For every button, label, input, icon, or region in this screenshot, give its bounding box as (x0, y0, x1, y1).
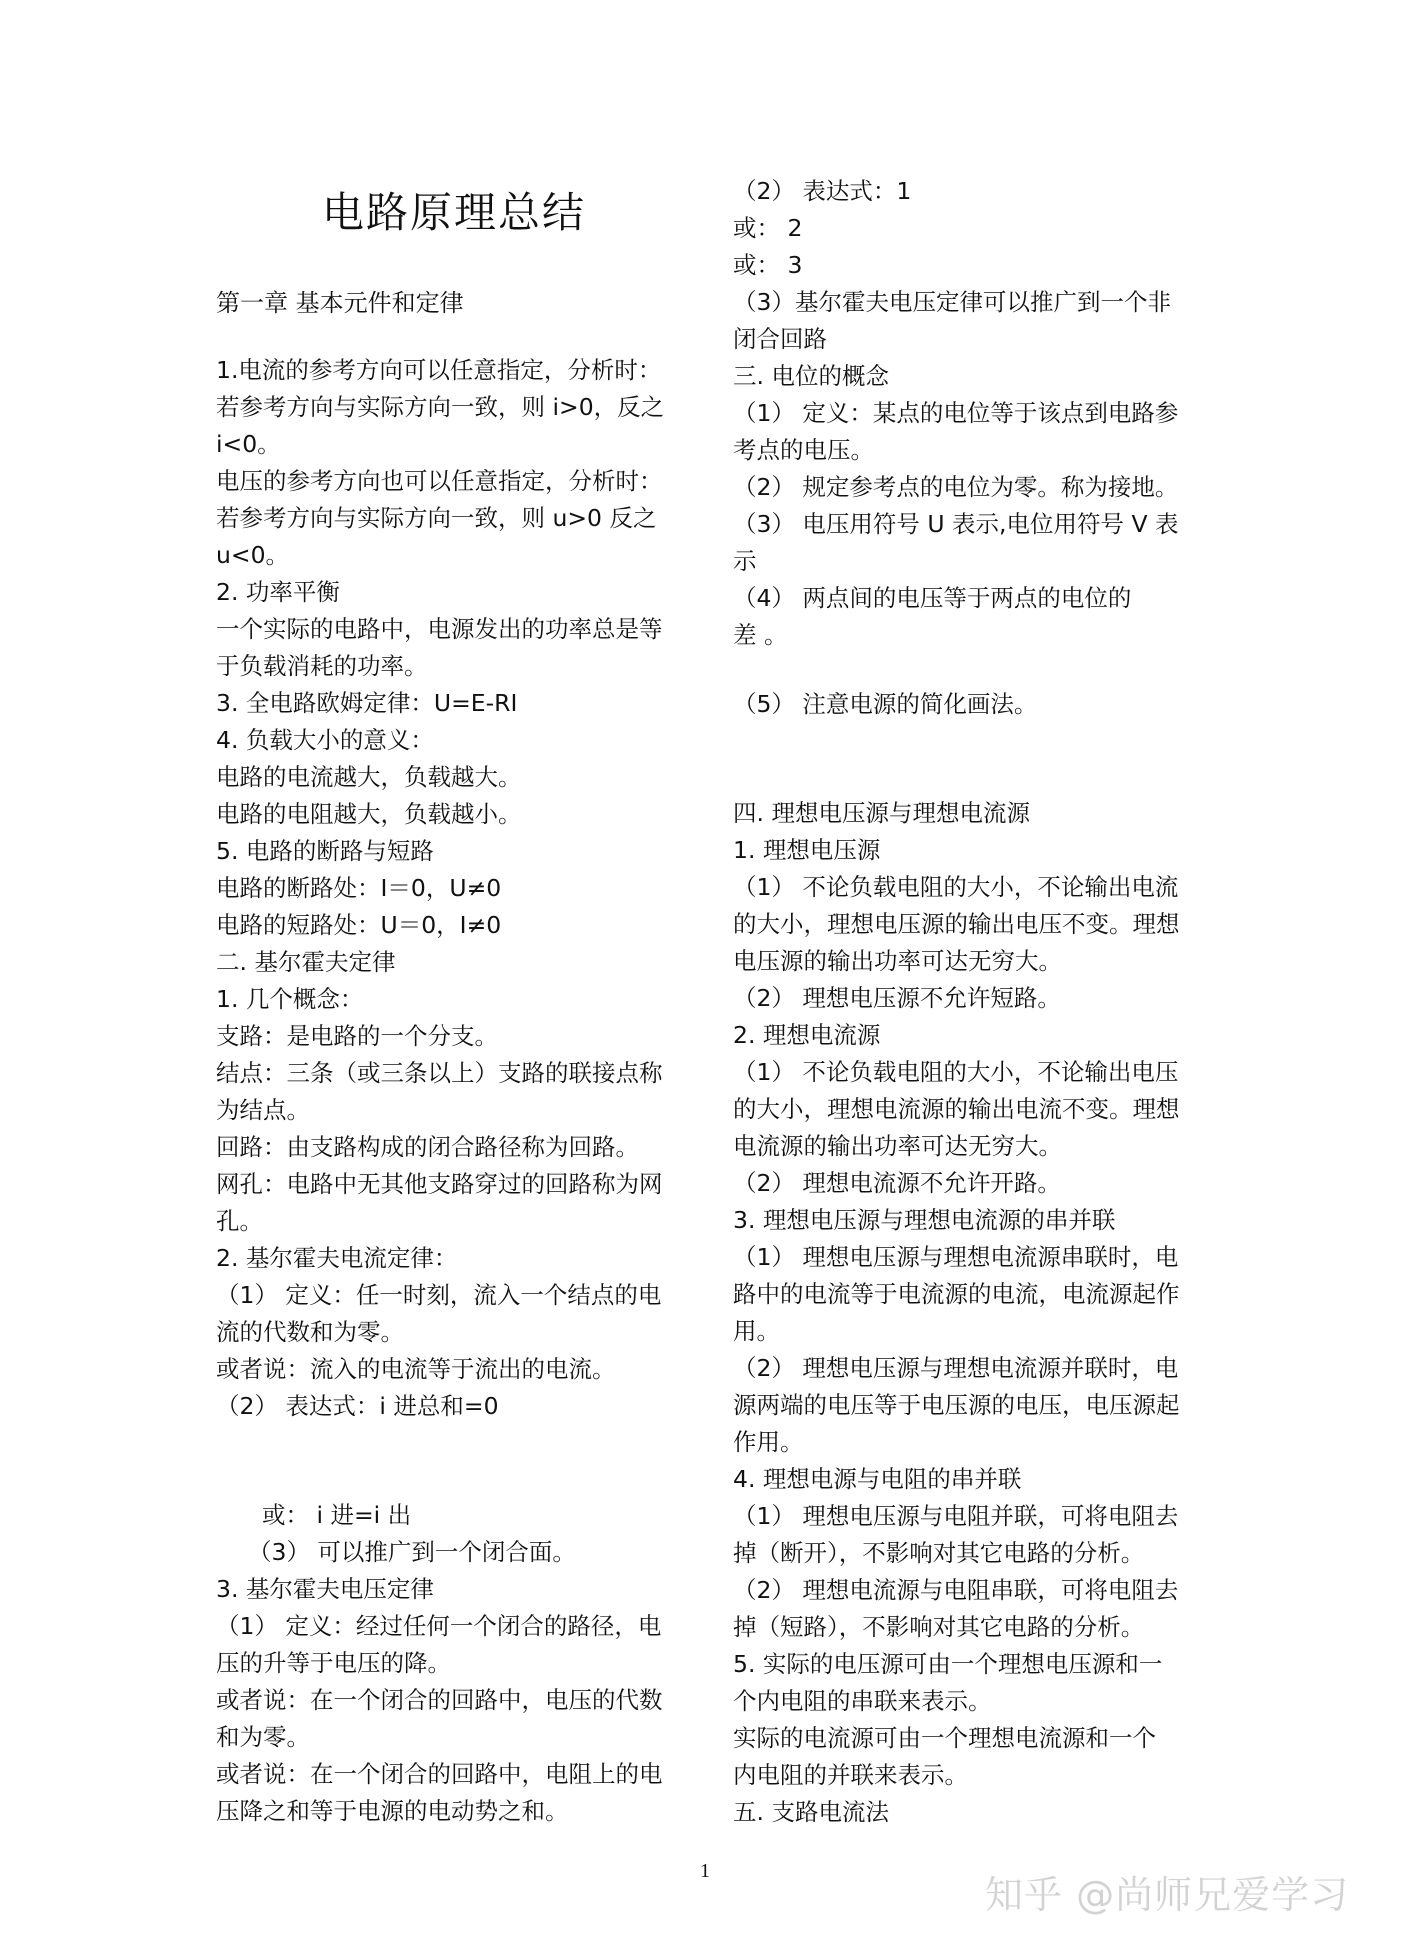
left-line: 1.电流的参考方向可以任意指定，分析时： (216, 356, 662, 384)
right-line: 或： 2 (733, 214, 803, 242)
right-line: 实际的电流源可由一个理想电流源和一个 (733, 1724, 1156, 1752)
right-line: 内电阻的并联来表示。 (733, 1761, 968, 1789)
left-line: 回路：由支路构成的闭合路径称为回路。 (216, 1133, 639, 1161)
left-line: u<0。 (216, 541, 290, 569)
right-line: 2. 理想电流源 (733, 1021, 881, 1049)
left-line: 或者说：流入的电流等于流出的电流。 (216, 1355, 616, 1383)
right-line: 闭合回路 (733, 325, 827, 353)
left-line: 1. 几个概念： (216, 985, 364, 1013)
right-line: （1） 定义：某点的电位等于该点到电路参 (733, 399, 1179, 427)
right-line: 示 (733, 547, 757, 575)
left-line: 若参考方向与实际方向一致，则 u>0 反之 (216, 504, 657, 532)
left-line: （1） 定义：经过任何一个闭合的路径，电 (216, 1612, 662, 1640)
right-line: 的大小，理想电流源的输出电流不变。理想 (733, 1095, 1180, 1123)
right-line: （2） 表达式：1 (733, 177, 912, 205)
left-line: 压降之和等于电源的电动势之和。 (216, 1797, 569, 1825)
right-line: （1） 不论负载电阻的大小，不论输出电压 (733, 1058, 1179, 1086)
right-line: 的大小，理想电压源的输出电压不变。理想 (733, 910, 1180, 938)
right-line: （4） 两点间的电压等于两点的电位的 (733, 584, 1132, 612)
left-line: 若参考方向与实际方向一致，则 i>0，反之 (216, 393, 665, 421)
left-line: （1） 定义：任一时刻，流入一个结点的电 (216, 1281, 662, 1309)
left-line: 2. 功率平衡 (216, 578, 340, 606)
left-line: 3. 全电路欧姆定律：U=E-RI (216, 689, 518, 717)
left-line: 支路：是电路的一个分支。 (216, 1022, 498, 1050)
right-line: （1） 理想电压源与理想电流源串联时，电 (733, 1243, 1179, 1271)
right-line: （1） 不论负载电阻的大小，不论输出电流 (733, 873, 1179, 901)
left-line: 孔。 (216, 1207, 263, 1235)
right-line: （3）基尔霍夫电压定律可以推广到一个非 (733, 288, 1171, 316)
right-line: （2） 理想电压源不允许短路。 (733, 984, 1061, 1012)
right-line: 5. 实际的电压源可由一个理想电压源和一 (733, 1650, 1163, 1678)
right-line: （2） 理想电流源不允许开路。 (733, 1169, 1061, 1197)
right-line: （2） 规定参考点的电位为零。称为接地。 (733, 473, 1179, 501)
left-line: （2） 表达式：i 进总和=0 (216, 1392, 499, 1420)
right-line: （1） 理想电压源与电阻并联，可将电阻去 (733, 1502, 1179, 1530)
left-line: 2. 基尔霍夫电流定律： (216, 1244, 458, 1272)
right-line: 路中的电流等于电流源的电流，电流源起作 (733, 1280, 1180, 1308)
left-line: 电压的参考方向也可以任意指定，分析时： (216, 467, 663, 495)
left-line: 一个实际的电路中，电源发出的功率总是等 (216, 615, 663, 643)
right-line: 四. 理想电压源与理想电流源 (733, 799, 1030, 827)
left-line: 流的代数和为零。 (216, 1318, 404, 1346)
left-line: 为结点。 (216, 1096, 310, 1124)
right-line: 电压源的输出功率可达无穷大。 (733, 947, 1062, 975)
chapter-heading: 第一章 基本元件和定律 (216, 289, 464, 317)
left-line: 电路的断路处：I＝0，U≠0 (216, 874, 502, 902)
right-line: 3. 理想电压源与理想电流源的串并联 (733, 1206, 1116, 1234)
right-line: 个内电阻的串联来表示。 (733, 1687, 992, 1715)
right-line: 或： 3 (733, 251, 803, 279)
right-line: 用。 (733, 1317, 780, 1345)
right-line: 五. 支路电流法 (733, 1798, 889, 1826)
left-line: 或： i 进=i 出 (262, 1501, 412, 1529)
left-line: 3. 基尔霍夫电压定律 (216, 1575, 434, 1603)
right-line: 差 。 (733, 621, 788, 649)
left-line: 电路的电阻越大，负载越小。 (216, 800, 522, 828)
right-line: 电流源的输出功率可达无穷大。 (733, 1132, 1062, 1160)
left-line: 网孔：电路中无其他支路穿过的回路称为网 (216, 1170, 663, 1198)
left-line: 或者说：在一个闭合的回路中，电压的代数 (216, 1686, 663, 1714)
right-line: （5） 注意电源的简化画法。 (733, 690, 1038, 718)
right-line: （2） 理想电压源与理想电流源并联时，电 (733, 1354, 1179, 1382)
left-line: （3） 可以推广到一个闭合面。 (248, 1538, 576, 1566)
left-line: 电路的短路处：U＝0，I≠0 (216, 911, 502, 939)
right-line: 4. 理想电源与电阻的串并联 (733, 1465, 1022, 1493)
document-title: 电路原理总结 (322, 188, 587, 237)
right-line: 掉（断开），不影响对其它电路的分析。 (733, 1539, 1145, 1567)
right-line: 源两端的电压等于电压源的电压，电压源起 (733, 1391, 1180, 1419)
watermark: 知乎 @尚师兄爱学习 (985, 1873, 1350, 1917)
right-line: 考点的电压。 (733, 436, 874, 464)
right-line: 作用。 (733, 1428, 804, 1456)
left-line: 结点：三条（或三条以上）支路的联接点称 (216, 1059, 663, 1087)
left-line: i<0。 (216, 430, 281, 458)
left-line: 4. 负载大小的意义： (216, 726, 434, 754)
left-line: 5. 电路的断路与短路 (216, 837, 434, 865)
page-number: 1 (700, 1860, 710, 1882)
left-line: 或者说：在一个闭合的回路中，电阻上的电 (216, 1760, 663, 1788)
left-line: 于负载消耗的功率。 (216, 652, 428, 680)
right-line: （2） 理想电流源与电阻串联，可将电阻去 (733, 1576, 1179, 1604)
right-line: （3） 电压用符号 U 表示,电位用符号 V 表 (733, 510, 1179, 538)
right-line: 三. 电位的概念 (733, 362, 889, 390)
left-line: 压的升等于电压的降。 (216, 1649, 451, 1677)
left-line: 和为零。 (216, 1723, 310, 1751)
right-line: 1. 理想电压源 (733, 836, 881, 864)
right-line: 掉（短路），不影响对其它电路的分析。 (733, 1613, 1145, 1641)
left-line: 二. 基尔霍夫定律 (216, 948, 396, 976)
left-line: 电路的电流越大，负载越大。 (216, 763, 522, 791)
